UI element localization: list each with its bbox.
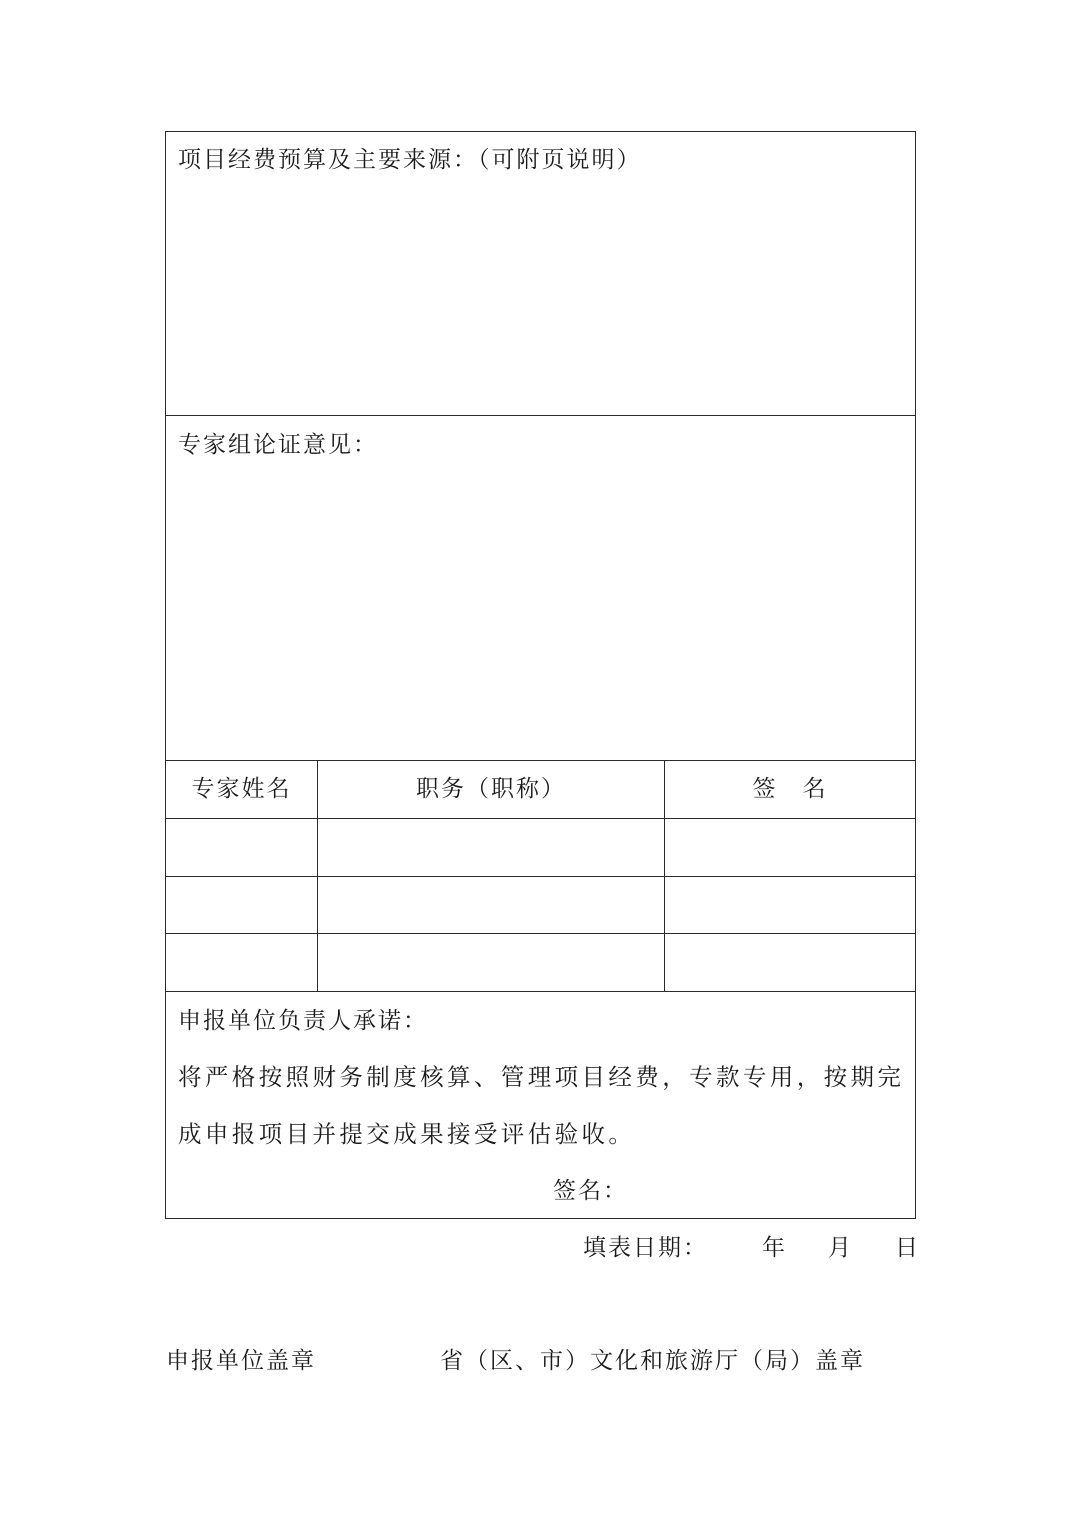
commitment-text-line1: 将严格按照财务制度核算、管理项目经费，专款专用，按期完 — [178, 1063, 905, 1091]
form-top-border — [165, 131, 916, 132]
budget-bottom-border — [165, 415, 916, 416]
table-cell-signature[interactable] — [665, 819, 915, 876]
applicant-stamp-label: 申报单位盖章 — [166, 1348, 316, 1374]
form-right-border — [915, 131, 916, 1219]
table-header-signature: 签 名 — [752, 776, 828, 802]
table-cell-position[interactable] — [318, 877, 664, 933]
table-row3-bottom-border — [165, 991, 916, 992]
expert-opinion-label: 专家组论证意见： — [178, 432, 378, 458]
table-header-position: 职务（职称） — [416, 776, 566, 802]
table-cell-signature[interactable] — [665, 877, 915, 933]
table-header-expert-name: 专家姓名 — [191, 776, 292, 802]
form-left-border — [165, 131, 166, 1219]
expert-opinion-bottom-border — [165, 760, 916, 761]
commitment-title: 申报单位负责人承诺： — [178, 1008, 428, 1034]
table-cell-name[interactable] — [166, 877, 317, 933]
budget-section-label: 项目经费预算及主要来源：（可附页说明） — [178, 147, 642, 173]
department-stamp-label: 省（区、市）文化和旅游厅（局）盖章 — [440, 1348, 865, 1374]
table-cell-name[interactable] — [166, 934, 317, 991]
commitment-signature-label: 签名： — [553, 1178, 628, 1204]
table-cell-signature[interactable] — [665, 934, 915, 991]
fill-date-label: 填表日期： — [583, 1235, 708, 1261]
table-cell-name[interactable] — [166, 819, 317, 876]
table-cell-position[interactable] — [318, 934, 664, 991]
commitment-text-line2: 成申报项目并提交成果接受评估验收。 — [178, 1120, 636, 1148]
table-cell-position[interactable] — [318, 819, 664, 876]
date-day-label: 日 — [895, 1235, 920, 1261]
date-year-label: 年 — [762, 1235, 787, 1261]
form-bottom-border — [165, 1218, 916, 1219]
date-month-label: 月 — [828, 1235, 853, 1261]
